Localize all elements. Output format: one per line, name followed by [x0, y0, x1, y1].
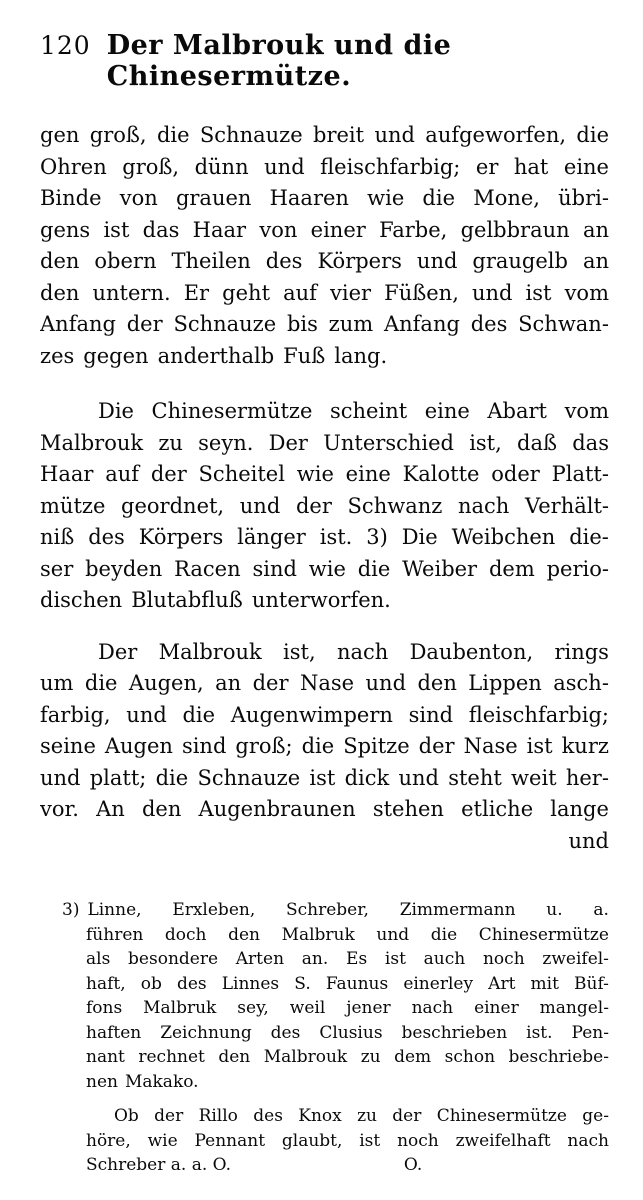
word: groß, [122, 154, 180, 179]
word: Schwanz [347, 493, 443, 518]
word: an [582, 249, 609, 273]
word: Scheitel [198, 462, 285, 486]
word: vier [330, 280, 372, 305]
word: Malbruk [143, 998, 217, 1018]
word: der [295, 493, 332, 518]
word: die- [569, 525, 609, 549]
word: bis [286, 312, 318, 336]
word: Der [98, 639, 138, 664]
word: wie [296, 462, 334, 486]
word: S. [294, 973, 311, 994]
word: des [88, 525, 125, 549]
word: Malbrouk [158, 639, 262, 664]
footnote-3 [62, 898, 609, 1094]
word: eine [424, 399, 470, 423]
word: gegen [83, 343, 149, 368]
word: von [259, 217, 298, 242]
footnote-line [62, 1104, 609, 1129]
word: anderthalb [157, 343, 275, 368]
word: geordnet, [121, 493, 225, 518]
word: Weibchen [451, 525, 556, 549]
word: groß; [235, 734, 293, 758]
running-title: Der Malbrouk und die Chinesermütze. [106, 30, 452, 92]
word: platt; [89, 765, 147, 790]
word: 3) [366, 525, 388, 549]
word: dick [344, 765, 390, 790]
word: Blutabfluß [131, 588, 243, 612]
word: fleischfarbig; [468, 702, 609, 727]
word: übri- [558, 186, 609, 210]
text-line [40, 396, 609, 428]
footnote-line [62, 972, 609, 997]
running-head [40, 30, 609, 92]
text-line [40, 183, 609, 215]
word: Schreber, [286, 900, 369, 920]
word: eine [563, 154, 609, 179]
word: Füßen, [384, 280, 459, 305]
word: ge- [582, 1106, 609, 1126]
word: mangel- [539, 998, 609, 1018]
word: und [416, 249, 458, 273]
word: doch [164, 924, 207, 945]
footnote-line [62, 1129, 609, 1154]
word: zu [357, 1106, 377, 1126]
word: und [264, 154, 305, 179]
word: weil [289, 998, 326, 1018]
word: der [392, 1106, 422, 1126]
text-line [40, 215, 609, 247]
word: fons [86, 998, 123, 1018]
word: Augenwimpern [230, 702, 393, 727]
paragraph-3 [40, 637, 609, 858]
word: Knox [298, 1106, 342, 1126]
word: des [265, 249, 303, 273]
word: dem [394, 1047, 432, 1067]
word: Haar [40, 462, 94, 486]
word: Schnauze [173, 312, 277, 336]
word: der [150, 462, 187, 486]
word: und [374, 123, 415, 147]
word: an [582, 217, 609, 242]
word: gelbbraun [460, 217, 570, 242]
word: Daubenton, [409, 639, 534, 664]
word: von [119, 186, 158, 210]
word: und [398, 765, 439, 790]
word: die [422, 186, 456, 210]
word: beyden [85, 556, 163, 581]
catchword: und [568, 828, 609, 853]
word: vom [564, 280, 609, 305]
footnote-line [62, 923, 609, 948]
word: um [40, 671, 74, 695]
text-line [40, 278, 609, 310]
word: lange [550, 797, 609, 821]
word: Pen- [571, 1022, 609, 1043]
word: perio- [546, 556, 609, 581]
word: obern [94, 249, 157, 273]
word: asch- [553, 671, 609, 695]
word: Clusius [319, 1022, 383, 1043]
word: und [376, 924, 410, 945]
footnotes [62, 898, 609, 1178]
footnote-line [62, 1045, 609, 1070]
word: Schnauze [197, 765, 301, 790]
word: Ohren [40, 154, 107, 179]
footnote-line: Schreber a. a. O. O. [86, 1155, 423, 1175]
word: zweifel- [542, 949, 609, 969]
word: ob [140, 973, 162, 994]
word: Schwan- [518, 312, 609, 336]
text-line [40, 120, 609, 152]
word: er [475, 154, 499, 179]
word: unterworfen. [251, 588, 391, 612]
word: nach [336, 639, 389, 664]
paragraph-gap [40, 372, 609, 396]
word: das [142, 217, 180, 242]
word: nen [86, 1071, 118, 1092]
word: beschriebe- [508, 1047, 609, 1067]
word: die [301, 734, 335, 758]
word: farbig, [40, 702, 111, 727]
word: breit [313, 123, 365, 147]
footnote-gap [62, 1094, 609, 1104]
footnote-mark: 3) [62, 900, 80, 920]
word: a. [593, 900, 609, 920]
word: Chinesermütze [478, 924, 609, 945]
text-line [40, 246, 609, 278]
word: gen [40, 123, 80, 147]
word: niß [40, 525, 75, 549]
word: Malbrouk [40, 430, 144, 455]
word: ist. [526, 1022, 553, 1043]
word: dischen [40, 588, 123, 612]
word: Spitze [343, 734, 410, 758]
word: höre, [86, 1130, 131, 1151]
word: schon [444, 1047, 496, 1067]
word: ist [525, 280, 552, 305]
word: Lippen [468, 671, 542, 695]
word: ist [359, 1130, 381, 1151]
text-line [40, 700, 609, 732]
word: fleischfarbig; [320, 154, 461, 179]
word: länger [237, 525, 306, 549]
word: mit [530, 973, 559, 994]
word: den [417, 671, 457, 695]
word: Mone, [473, 186, 540, 210]
word: den [218, 1047, 251, 1067]
word: Augenbraunen [198, 797, 356, 821]
word: Anfang [383, 312, 460, 336]
word: rechnet [138, 1047, 205, 1067]
word: Pennant [194, 1130, 266, 1151]
word: einer [474, 998, 519, 1018]
text-line [40, 554, 609, 586]
word: zweifelhaft [455, 1130, 551, 1151]
word: Haaren [269, 186, 349, 210]
word: Fuß [283, 343, 326, 368]
body-text [40, 120, 609, 857]
footnote-line [62, 1021, 609, 1046]
word: Büf- [574, 973, 609, 994]
word: die [156, 123, 190, 147]
word: Linnes [221, 973, 280, 994]
word: Weiber [402, 556, 478, 581]
word: das [572, 430, 609, 455]
word: mütze [40, 493, 106, 518]
text-line [40, 731, 609, 763]
word: glaubt, [281, 1130, 343, 1151]
word: groß, [89, 123, 147, 147]
word: Abart [487, 399, 547, 423]
word: zes [40, 343, 75, 368]
word: wie [308, 556, 346, 581]
word: und [40, 765, 81, 790]
word: die [84, 671, 118, 695]
word: ist [103, 217, 130, 242]
word: zu [360, 1047, 381, 1067]
word: ist, [283, 639, 316, 664]
word: Er [183, 280, 210, 305]
word: des [176, 973, 207, 994]
word: Schnauze [199, 123, 303, 147]
word: vor. [40, 797, 79, 821]
word: Art [488, 973, 516, 994]
word: des [253, 1106, 283, 1126]
word: auf [105, 462, 140, 486]
word: graugelb [472, 249, 568, 273]
word: Nase [299, 671, 355, 695]
word: Malbruk [281, 924, 355, 945]
word: steht [448, 765, 502, 790]
word: seyn. [198, 430, 254, 455]
word: die [357, 556, 391, 581]
word: des [270, 1022, 301, 1043]
word: Es [346, 949, 368, 969]
word: nach [567, 1130, 609, 1151]
word: ist [526, 734, 553, 758]
word: die [182, 702, 216, 727]
footnote-line-first [62, 898, 609, 923]
word: sind [181, 734, 227, 758]
text-line [40, 763, 609, 795]
word: beschrieben [401, 1022, 508, 1043]
word: Nase [463, 734, 518, 758]
footnote-line [62, 947, 609, 972]
word: Linne, [87, 900, 142, 920]
word: haften [86, 1022, 142, 1043]
word: Chinesermütze [151, 399, 313, 423]
word: an [215, 671, 242, 695]
word: des [470, 312, 508, 336]
word: den [40, 280, 80, 305]
word: der [126, 312, 163, 336]
word: und [471, 280, 513, 305]
word: scheint [329, 399, 408, 423]
word: ist, [469, 430, 502, 455]
word: Faunus [325, 973, 389, 994]
word: Erxleben, [172, 900, 256, 920]
word: an. [301, 949, 329, 969]
word: Ob [114, 1106, 139, 1126]
word: ser [40, 556, 74, 581]
word: nach [411, 998, 454, 1018]
word: als [86, 949, 111, 969]
page-number: 120 [40, 31, 91, 60]
word: u. [546, 900, 563, 920]
word: noch [482, 949, 525, 969]
word: ist [384, 949, 406, 969]
footnote-continuation [62, 1104, 609, 1178]
word: daß [517, 430, 558, 455]
word: Theilen [171, 249, 251, 273]
word: ist. [319, 525, 353, 549]
word: noch [397, 1130, 439, 1151]
text-line [40, 341, 609, 373]
word: sind [252, 556, 297, 581]
word: Zimmermann [399, 900, 516, 920]
text-line [40, 637, 609, 669]
word: lang. [334, 343, 388, 368]
text-line [40, 459, 609, 491]
word: seine [40, 734, 96, 758]
word: sind [408, 702, 454, 727]
word: Die [401, 525, 438, 549]
word: Rillo [198, 1106, 238, 1126]
text-line [40, 794, 609, 826]
word: Zeichnung [160, 1022, 252, 1043]
word: vom [564, 399, 609, 423]
word: Racen [174, 556, 241, 581]
word: Binde [40, 186, 102, 210]
word: nant [86, 1047, 125, 1067]
footnote-line [62, 1070, 609, 1095]
word: Makako. [124, 1071, 199, 1092]
word: der [252, 671, 289, 695]
word: weit [511, 765, 557, 790]
footnote-text [87, 898, 609, 923]
word: jener [346, 998, 391, 1018]
text-line [40, 585, 609, 617]
word: der [418, 734, 455, 758]
text-line [40, 152, 609, 184]
word: Die [98, 399, 134, 423]
word: untern. [92, 280, 171, 305]
word: her- [565, 765, 609, 790]
word: dünn [194, 154, 249, 179]
word: Haar [192, 217, 247, 242]
word: und [239, 493, 281, 518]
word: stehen [372, 797, 444, 821]
word: grauen [175, 186, 252, 210]
word: ist [309, 765, 336, 790]
word: oder [491, 462, 540, 486]
paragraph-1 [40, 120, 609, 372]
word: Der [268, 430, 308, 455]
word: eine [345, 462, 391, 486]
word: hat [513, 154, 549, 179]
word: dem [488, 556, 535, 581]
word: kurz [561, 734, 609, 758]
word: wie [147, 1130, 178, 1151]
word: Augen [104, 734, 173, 758]
word: Farbe, [379, 217, 448, 242]
word: auch [423, 949, 466, 969]
word: Körpers [138, 525, 224, 549]
word: Chinesermütze [436, 1106, 567, 1126]
word: einer [310, 217, 366, 242]
text-line [40, 309, 609, 341]
word: und [365, 671, 407, 695]
word: aufgeworfen, [425, 123, 567, 147]
text-line [40, 668, 609, 700]
word: etliche [461, 797, 534, 821]
word: Kalotte [402, 462, 480, 486]
word: Verhält- [525, 493, 609, 518]
word: Arten [235, 949, 285, 969]
word: die [155, 765, 189, 790]
word: haft, [86, 973, 126, 994]
word: wie [367, 186, 405, 210]
paragraph-gap [40, 617, 609, 637]
text-line [40, 428, 609, 460]
word: der [154, 1106, 184, 1126]
word: Körpers [317, 249, 402, 273]
text-line [40, 522, 609, 554]
word: einerley [403, 973, 474, 994]
word: führen [86, 924, 144, 945]
word: auf [283, 280, 317, 305]
word: sey, [237, 998, 269, 1018]
word: geht [222, 280, 271, 305]
word: besondere [128, 949, 219, 969]
word: Augen, [128, 671, 204, 695]
word: gens [40, 217, 91, 242]
word: Platt- [551, 462, 609, 486]
word: rings [554, 639, 609, 664]
word: Anfang [40, 312, 116, 336]
word: Malbrouk [263, 1047, 348, 1067]
word: zum [328, 312, 374, 336]
word: An [96, 797, 125, 821]
word: den [40, 249, 80, 273]
paragraph-2 [40, 396, 609, 617]
word: Unterschied [323, 430, 454, 455]
word: zu [158, 430, 183, 455]
footnote-line [62, 996, 609, 1021]
word: die [576, 123, 609, 147]
word: den [228, 924, 260, 945]
word: die [430, 924, 458, 945]
word: nach [457, 493, 510, 518]
text-line [40, 491, 609, 523]
word: und [126, 702, 167, 727]
word: den [141, 797, 182, 821]
